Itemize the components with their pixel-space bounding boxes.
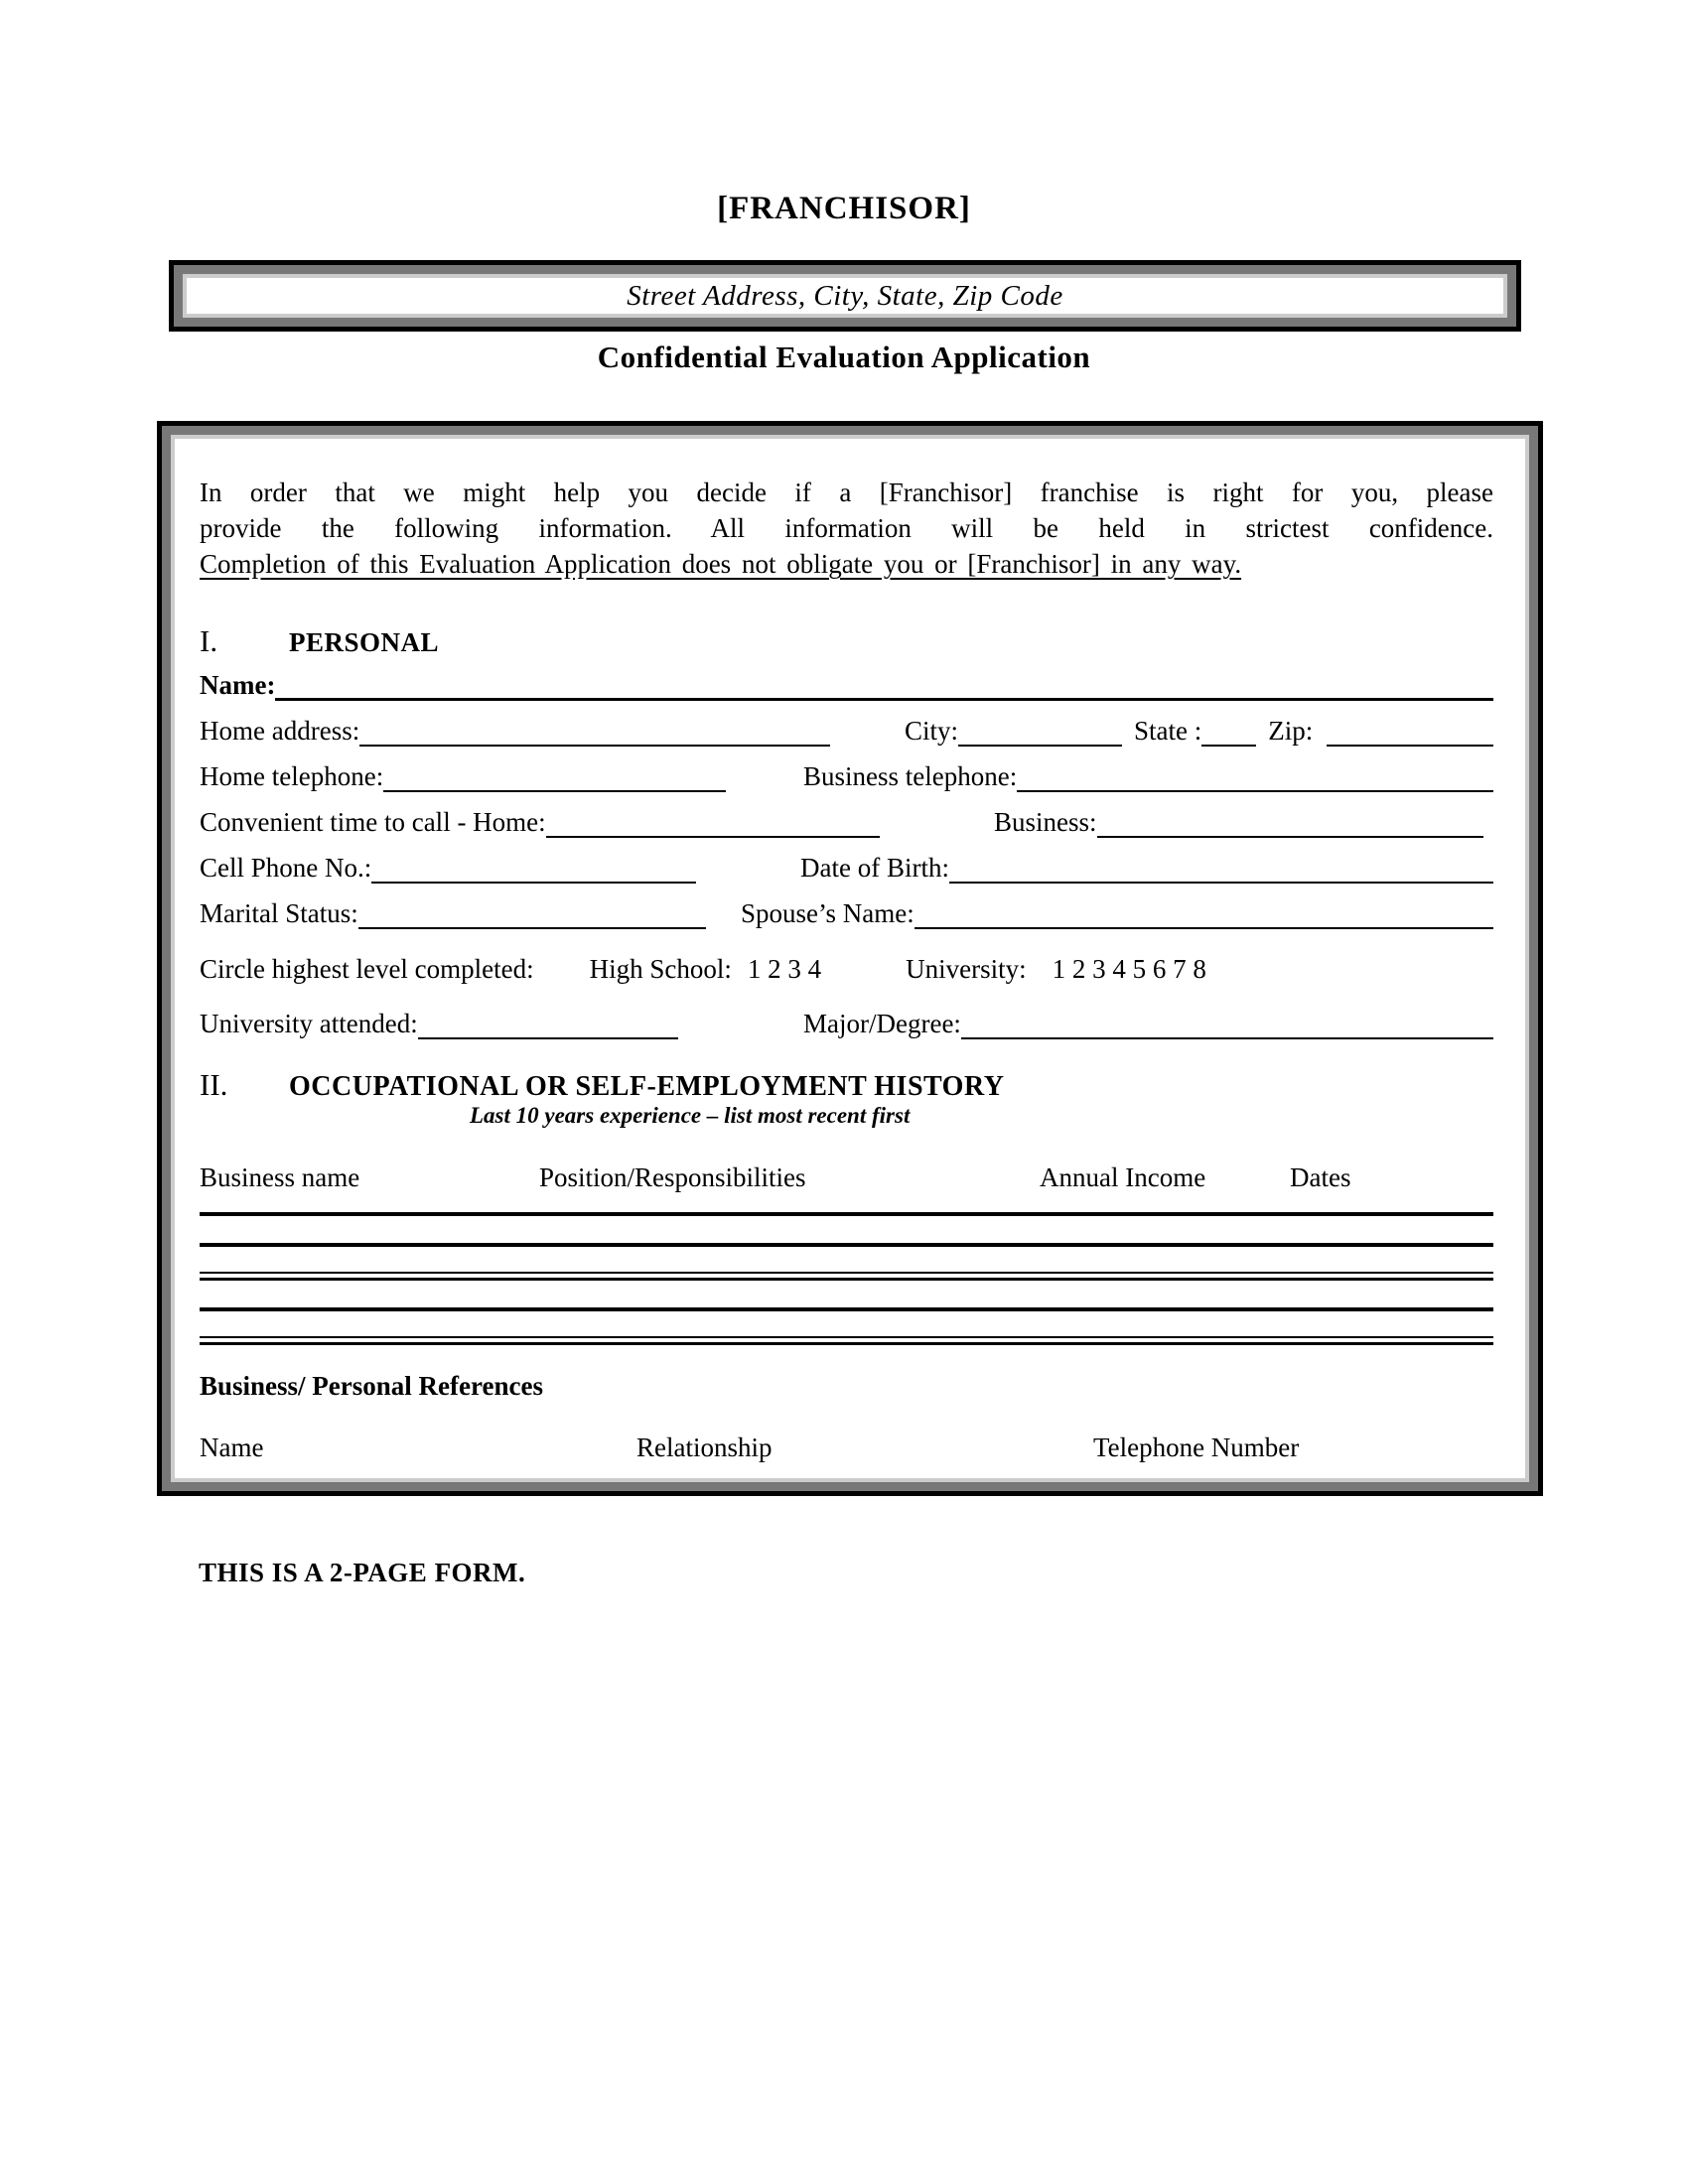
section-personal-title: PERSONAL <box>289 627 440 657</box>
date-of-birth-label: Date of Birth: <box>800 853 949 883</box>
zip-label: Zip: <box>1268 716 1314 746</box>
column-name: Name <box>200 1433 264 1462</box>
experience-blank-row-line[interactable] <box>200 1272 1493 1281</box>
column-relationship: Relationship <box>636 1433 773 1462</box>
high-school-label: High School: <box>589 954 732 984</box>
column-annual-income: Annual Income <box>1040 1162 1206 1192</box>
address-banner-box <box>169 260 1521 332</box>
home-address-row <box>200 711 1493 747</box>
home-telephone-blank-line[interactable] <box>383 787 726 792</box>
section-occupational-heading <box>200 1067 1493 1103</box>
university-attended-label: University attended: <box>200 1009 418 1038</box>
intro-line-2: provide the following information. All information will be held in strictest confidence. <box>200 513 1493 543</box>
cell-phone-row <box>200 848 1493 884</box>
column-business-name: Business name <box>200 1162 360 1192</box>
address-banner-text: Street Address, City, State, Zip Code <box>627 279 1063 312</box>
name-blank-line[interactable] <box>275 695 1493 701</box>
experience-blank-row-line[interactable] <box>200 1336 1493 1345</box>
convenient-time-business-label: Business: <box>994 807 1097 837</box>
spouse-name-label: Spouse’s Name: <box>741 898 914 928</box>
experience-blank-row-line[interactable] <box>200 1243 1493 1247</box>
marital-status-label: Marital Status: <box>200 898 358 928</box>
university-level-options[interactable]: 1 2 3 4 5 6 7 8 <box>1052 954 1206 984</box>
education-prompt-label: Circle highest level completed: <box>200 954 534 984</box>
experience-table-header <box>200 1162 1493 1198</box>
marital-status-row <box>200 893 1493 929</box>
major-degree-blank-line[interactable] <box>961 1034 1493 1039</box>
spouse-name-blank-line[interactable] <box>914 924 1493 929</box>
experience-blank-row-line[interactable] <box>200 1212 1493 1216</box>
city-label: City: <box>905 716 959 746</box>
university-attended-row <box>200 1004 1493 1039</box>
application-form-box <box>157 421 1543 1496</box>
convenient-time-home-blank-line[interactable] <box>546 833 880 838</box>
section-occupational-number: II. <box>200 1067 228 1102</box>
convenient-time-home-label: Convenient time to call - Home: <box>200 807 546 837</box>
university-label: University: <box>906 954 1027 984</box>
convenient-time-business-blank-line[interactable] <box>1097 833 1483 838</box>
column-dates: Dates <box>1290 1162 1351 1192</box>
business-telephone-blank-line[interactable] <box>1017 787 1493 792</box>
column-position-responsibilities: Position/Responsibilities <box>539 1162 806 1192</box>
state-label: State : <box>1134 716 1202 746</box>
university-attended-blank-line[interactable] <box>418 1034 678 1039</box>
column-telephone-number: Telephone Number <box>1093 1433 1300 1462</box>
marital-status-blank-line[interactable] <box>358 924 706 929</box>
convenient-time-row <box>200 802 1493 838</box>
home-address-label: Home address: <box>200 716 360 746</box>
name-label: Name: <box>200 670 276 700</box>
form-title: Confidential Evaluation Application <box>597 340 1091 374</box>
major-degree-label: Major/Degree: <box>803 1009 961 1038</box>
date-of-birth-blank-line[interactable] <box>949 879 1493 884</box>
experience-blank-row-line[interactable] <box>200 1307 1493 1311</box>
home-address-blank-line[interactable] <box>359 742 830 747</box>
intro-no-obligation-sentence: Completion of this Evaluation Application does not obligate you or [Franchisor] in any way. <box>200 549 1242 579</box>
business-telephone-label: Business telephone: <box>803 761 1018 791</box>
references-table-header <box>200 1433 1493 1468</box>
intro-paragraph <box>200 475 1493 582</box>
two-page-form-note: THIS IS A 2-PAGE FORM. <box>199 1558 526 1587</box>
section-personal-number: I. <box>200 623 218 658</box>
section-occupational-title: OCCUPATIONAL OR SELF-EMPLOYMENT HISTORY <box>289 1071 1005 1102</box>
franchisor-title: [FRANCHISOR] <box>717 191 971 226</box>
name-row <box>200 665 1493 701</box>
section-personal-heading <box>200 623 1493 659</box>
cell-phone-blank-line[interactable] <box>371 879 696 884</box>
high-school-level-options[interactable]: 1 2 3 4 <box>747 954 822 984</box>
telephone-row <box>200 756 1493 792</box>
city-blank-line[interactable] <box>958 742 1122 747</box>
zip-blank-line[interactable] <box>1327 742 1493 747</box>
state-blank-line[interactable] <box>1201 742 1256 747</box>
occupational-subtitle: Last 10 years experience – list most recent first <box>470 1103 911 1128</box>
references-heading: Business/ Personal References <box>200 1371 543 1401</box>
cell-phone-label: Cell Phone No.: <box>200 853 372 883</box>
intro-line-1: In order that we might help you decide if a [Franchisor] franchise is right for you, please <box>200 478 1493 507</box>
education-level-row <box>200 949 1493 985</box>
home-telephone-label: Home telephone: <box>200 761 384 791</box>
